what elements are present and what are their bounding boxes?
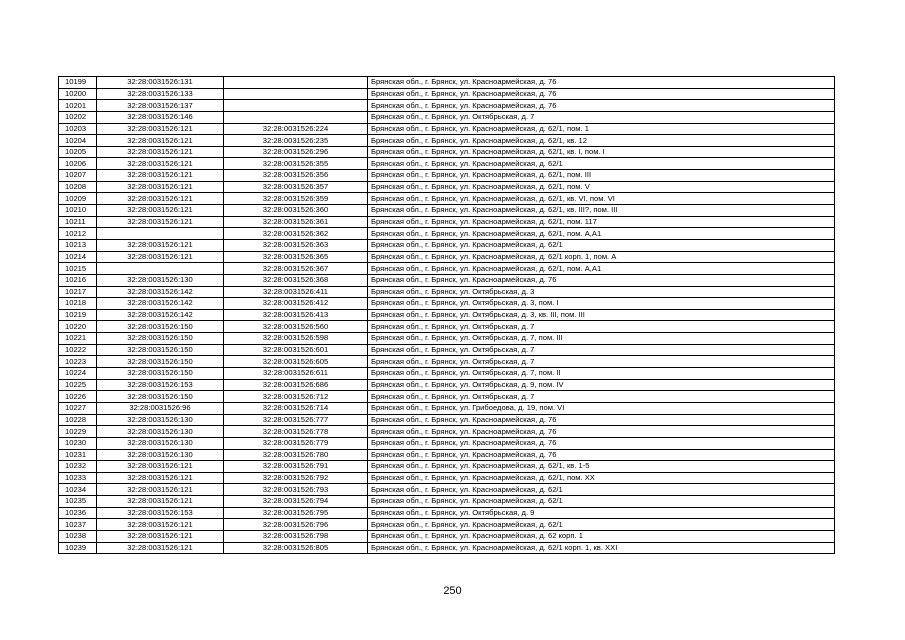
table-row <box>59 391 835 403</box>
parent-cadastral-number-cell: 32:28:0031526:96 <box>97 402 224 414</box>
record-number-cell: 10219 <box>59 309 97 321</box>
record-number-cell: 10203 <box>59 123 97 135</box>
address-cell: Брянская обл., г. Брянск, ул. Красноармейская, д. 62/1, кв. VI, пом. VI <box>368 193 835 205</box>
cadastral-number-cell: 32:28:0031526:611 <box>224 368 368 380</box>
parent-cadastral-number-cell: 32:28:0031526:121 <box>97 251 224 263</box>
address-cell: Брянская обл., г. Брянск, ул. Красноармейская, д. 62/1, пом. А,А1 <box>368 228 835 240</box>
cadastral-number-cell: 32:28:0031526:779 <box>224 437 368 449</box>
parent-cadastral-number-cell: 32:28:0031526:150 <box>97 356 224 368</box>
record-number-cell: 10223 <box>59 356 97 368</box>
parent-cadastral-number-cell: 32:28:0031526:131 <box>97 77 224 89</box>
table-row <box>59 414 835 426</box>
cadastral-number-cell <box>224 77 368 89</box>
cadastral-number-cell: 32:28:0031526:560 <box>224 321 368 333</box>
parent-cadastral-number-cell: 32:28:0031526:121 <box>97 170 224 182</box>
address-cell: Брянская обл., г. Брянск, ул. Красноармейская, д. 62/1, пом. 117 <box>368 216 835 228</box>
table-row <box>59 449 835 461</box>
cadastral-number-cell: 32:28:0031526:363 <box>224 239 368 251</box>
cadastral-number-cell: 32:28:0031526:796 <box>224 519 368 531</box>
record-number-cell: 10234 <box>59 484 97 496</box>
cadastral-number-cell: 32:28:0031526:360 <box>224 205 368 217</box>
address-cell: Брянская обл., г. Брянск, ул. Октябрьская, д. 3, кв. III, пом. III <box>368 309 835 321</box>
table-row <box>59 437 835 449</box>
address-cell: Брянская обл., г. Брянск, ул. Красноармейская, д. 62/1 корп. 1, пом. А <box>368 251 835 263</box>
cadastral-number-cell: 32:28:0031526:362 <box>224 228 368 240</box>
parent-cadastral-number-cell: 32:28:0031526:150 <box>97 333 224 345</box>
record-number-cell: 10200 <box>59 88 97 100</box>
record-number-cell: 10212 <box>59 228 97 240</box>
parent-cadastral-number-cell <box>97 263 224 275</box>
record-number-cell: 10202 <box>59 111 97 123</box>
address-cell: Брянская обл., г. Брянск, ул. Красноармейская, д. 62/1 <box>368 519 835 531</box>
table-row <box>59 379 835 391</box>
address-cell: Брянская обл., г. Брянск, ул. Октябрьская, д. 7 <box>368 111 835 123</box>
parent-cadastral-number-cell: 32:28:0031526:121 <box>97 205 224 217</box>
record-number-cell: 10205 <box>59 146 97 158</box>
address-cell: Брянская обл., г. Брянск, ул. Октябрьская, д. 9 <box>368 507 835 519</box>
table-row <box>59 356 835 368</box>
table-row <box>59 321 835 333</box>
table-row <box>59 333 835 345</box>
parent-cadastral-number-cell: 32:28:0031526:130 <box>97 449 224 461</box>
record-number-cell: 10228 <box>59 414 97 426</box>
address-cell: Брянская обл., г. Брянск, ул. Красноармейская, д. 62/1 <box>368 496 835 508</box>
cadastral-number-cell: 32:28:0031526:791 <box>224 461 368 473</box>
cadastral-number-cell: 32:28:0031526:412 <box>224 298 368 310</box>
cadastral-number-cell: 32:28:0031526:778 <box>224 426 368 438</box>
record-number-cell: 10235 <box>59 496 97 508</box>
record-number-cell: 10227 <box>59 402 97 414</box>
cadastral-number-cell: 32:28:0031526:714 <box>224 402 368 414</box>
cadastral-number-cell: 32:28:0031526:805 <box>224 542 368 554</box>
parent-cadastral-number-cell: 32:28:0031526:142 <box>97 309 224 321</box>
parent-cadastral-number-cell: 32:28:0031526:142 <box>97 286 224 298</box>
record-number-cell: 10236 <box>59 507 97 519</box>
cadastral-number-cell: 32:28:0031526:368 <box>224 274 368 286</box>
table-row <box>59 344 835 356</box>
record-number-cell: 10208 <box>59 181 97 193</box>
table-row <box>59 170 835 182</box>
address-cell: Брянская обл., г. Брянск, ул. Красноармейская, д. 62/1, кв. III?, пом. III <box>368 205 835 217</box>
table-row <box>59 274 835 286</box>
cadastral-number-cell: 32:28:0031526:296 <box>224 146 368 158</box>
cadastral-number-cell: 32:28:0031526:411 <box>224 286 368 298</box>
parent-cadastral-number-cell: 32:28:0031526:121 <box>97 123 224 135</box>
record-number-cell: 10230 <box>59 437 97 449</box>
parent-cadastral-number-cell: 32:28:0031526:133 <box>97 88 224 100</box>
parent-cadastral-number-cell: 32:28:0031526:153 <box>97 379 224 391</box>
cadastral-number-cell: 32:28:0031526:367 <box>224 263 368 275</box>
table-row <box>59 88 835 100</box>
cadastral-number-cell: 32:28:0031526:235 <box>224 135 368 147</box>
parent-cadastral-number-cell: 32:28:0031526:121 <box>97 461 224 473</box>
table-row <box>59 309 835 321</box>
parent-cadastral-number-cell: 32:28:0031526:130 <box>97 437 224 449</box>
record-number-cell: 10210 <box>59 205 97 217</box>
property-registry-table <box>58 76 835 554</box>
cadastral-number-cell: 32:28:0031526:794 <box>224 496 368 508</box>
parent-cadastral-number-cell: 32:28:0031526:142 <box>97 298 224 310</box>
parent-cadastral-number-cell: 32:28:0031526:121 <box>97 146 224 158</box>
record-number-cell: 10222 <box>59 344 97 356</box>
table-row <box>59 228 835 240</box>
parent-cadastral-number-cell: 32:28:0031526:121 <box>97 216 224 228</box>
address-cell: Брянская обл., г. Брянск, ул. Октябрьская, д. 9, пом. IV <box>368 379 835 391</box>
address-cell: Брянская обл., г. Брянск, ул. Октябрьская, д. 3 <box>368 286 835 298</box>
parent-cadastral-number-cell: 32:28:0031526:121 <box>97 530 224 542</box>
cadastral-number-cell: 32:28:0031526:224 <box>224 123 368 135</box>
table-row <box>59 181 835 193</box>
record-number-cell: 10211 <box>59 216 97 228</box>
address-cell: Брянская обл., г. Брянск, ул. Красноармейская, д. 62/1 корп. 1, кв. XXI <box>368 542 835 554</box>
cadastral-number-cell: 32:28:0031526:598 <box>224 333 368 345</box>
address-cell: Брянская обл., г. Брянск, ул. Октябрьская, д. 7, пом. III <box>368 333 835 345</box>
record-number-cell: 10221 <box>59 333 97 345</box>
table-row <box>59 472 835 484</box>
address-cell: Брянская обл., г. Брянск, ул. Красноармейская, д. 62/1, кв. 12 <box>368 135 835 147</box>
address-cell: Брянская обл., г. Брянск, ул. Грибоедова, д. 19, пом. VI <box>368 402 835 414</box>
address-cell: Брянская обл., г. Брянск, ул. Красноармейская, д. 76 <box>368 426 835 438</box>
address-cell: Брянская обл., г. Брянск, ул. Красноармейская, д. 76 <box>368 100 835 112</box>
cadastral-number-cell: 32:28:0031526:777 <box>224 414 368 426</box>
cadastral-number-cell <box>224 88 368 100</box>
cadastral-number-cell: 32:28:0031526:601 <box>224 344 368 356</box>
parent-cadastral-number-cell: 32:28:0031526:137 <box>97 100 224 112</box>
parent-cadastral-number-cell: 32:28:0031526:121 <box>97 496 224 508</box>
cadastral-number-cell: 32:28:0031526:795 <box>224 507 368 519</box>
record-number-cell: 10238 <box>59 530 97 542</box>
address-cell: Брянская обл., г. Брянск, ул. Красноармейская, д. 62/1, пом. XX <box>368 472 835 484</box>
record-number-cell: 10225 <box>59 379 97 391</box>
table-row <box>59 239 835 251</box>
parent-cadastral-number-cell: 32:28:0031526:121 <box>97 519 224 531</box>
cadastral-number-cell: 32:28:0031526:792 <box>224 472 368 484</box>
parent-cadastral-number-cell: 32:28:0031526:121 <box>97 239 224 251</box>
cadastral-number-cell: 32:28:0031526:356 <box>224 170 368 182</box>
table-row <box>59 484 835 496</box>
parent-cadastral-number-cell: 32:28:0031526:121 <box>97 181 224 193</box>
record-number-cell: 10220 <box>59 321 97 333</box>
record-number-cell: 10213 <box>59 239 97 251</box>
table-row <box>59 123 835 135</box>
address-cell: Брянская обл., г. Брянск, ул. Красноармейская, д. 62/1, пом. III <box>368 170 835 182</box>
address-cell: Брянская обл., г. Брянск, ул. Красноармейская, д. 62/1, пом. V <box>368 181 835 193</box>
table-row <box>59 77 835 89</box>
address-cell: Брянская обл., г. Брянск, ул. Красноармейская, д. 76 <box>368 274 835 286</box>
parent-cadastral-number-cell <box>97 228 224 240</box>
parent-cadastral-number-cell: 32:28:0031526:121 <box>97 193 224 205</box>
table-row <box>59 530 835 542</box>
table-row <box>59 542 835 554</box>
page-number: 250 <box>443 585 462 597</box>
cadastral-number-cell: 32:28:0031526:712 <box>224 391 368 403</box>
table-row <box>59 507 835 519</box>
cadastral-number-cell: 32:28:0031526:361 <box>224 216 368 228</box>
address-cell: Брянская обл., г. Брянск, ул. Красноармейская, д. 76 <box>368 77 835 89</box>
parent-cadastral-number-cell: 32:28:0031526:121 <box>97 542 224 554</box>
record-number-cell: 10199 <box>59 77 97 89</box>
table-row <box>59 193 835 205</box>
table-row <box>59 298 835 310</box>
record-number-cell: 10218 <box>59 298 97 310</box>
parent-cadastral-number-cell: 32:28:0031526:146 <box>97 111 224 123</box>
parent-cadastral-number-cell: 32:28:0031526:150 <box>97 344 224 356</box>
parent-cadastral-number-cell: 32:28:0031526:150 <box>97 321 224 333</box>
address-cell: Брянская обл., г. Брянск, ул. Красноармейская, д. 62/1 <box>368 158 835 170</box>
address-cell: Брянская обл., г. Брянск, ул. Красноармейская, д. 76 <box>368 88 835 100</box>
record-number-cell: 10217 <box>59 286 97 298</box>
record-number-cell: 10204 <box>59 135 97 147</box>
table-row <box>59 146 835 158</box>
address-cell: Брянская обл., г. Брянск, ул. Красноармейская, д. 62/1 <box>368 484 835 496</box>
record-number-cell: 10215 <box>59 263 97 275</box>
cadastral-number-cell: 32:28:0031526:357 <box>224 181 368 193</box>
cadastral-number-cell: 32:28:0031526:793 <box>224 484 368 496</box>
parent-cadastral-number-cell: 32:28:0031526:121 <box>97 472 224 484</box>
table-row <box>59 205 835 217</box>
address-cell: Брянская обл., г. Брянск, ул. Красноармейская, д. 62/1, кв. 1-5 <box>368 461 835 473</box>
record-number-cell: 10231 <box>59 449 97 461</box>
parent-cadastral-number-cell: 32:28:0031526:121 <box>97 484 224 496</box>
record-number-cell: 10233 <box>59 472 97 484</box>
table-row <box>59 263 835 275</box>
record-number-cell: 10237 <box>59 519 97 531</box>
address-cell: Брянская обл., г. Брянск, ул. Красноармейская, д. 62 корп. 1 <box>368 530 835 542</box>
table-row <box>59 426 835 438</box>
table-row <box>59 496 835 508</box>
cadastral-number-cell: 32:28:0031526:365 <box>224 251 368 263</box>
record-number-cell: 10206 <box>59 158 97 170</box>
table-row <box>59 216 835 228</box>
cadastral-number-cell: 32:28:0031526:686 <box>224 379 368 391</box>
address-cell: Брянская обл., г. Брянск, ул. Красноармейская, д. 62/1, пом. А,А1 <box>368 263 835 275</box>
registry-table-body <box>59 77 835 554</box>
cadastral-number-cell: 32:28:0031526:798 <box>224 530 368 542</box>
table-row <box>59 135 835 147</box>
table-row <box>59 111 835 123</box>
parent-cadastral-number-cell: 32:28:0031526:130 <box>97 414 224 426</box>
table-row <box>59 251 835 263</box>
record-number-cell: 10216 <box>59 274 97 286</box>
cadastral-number-cell <box>224 111 368 123</box>
parent-cadastral-number-cell: 32:28:0031526:121 <box>97 135 224 147</box>
cadastral-number-cell: 32:28:0031526:359 <box>224 193 368 205</box>
table-row <box>59 519 835 531</box>
parent-cadastral-number-cell: 32:28:0031526:121 <box>97 158 224 170</box>
table-row <box>59 286 835 298</box>
address-cell: Брянская обл., г. Брянск, ул. Красноармейская, д. 76 <box>368 414 835 426</box>
address-cell: Брянская обл., г. Брянск, ул. Красноармейская, д. 76 <box>368 437 835 449</box>
address-cell: Брянская обл., г. Брянск, ул. Октябрьская, д. 3, пом. I <box>368 298 835 310</box>
parent-cadastral-number-cell: 32:28:0031526:150 <box>97 391 224 403</box>
table-row <box>59 158 835 170</box>
record-number-cell: 10209 <box>59 193 97 205</box>
table-row <box>59 100 835 112</box>
record-number-cell: 10239 <box>59 542 97 554</box>
cadastral-number-cell: 32:28:0031526:355 <box>224 158 368 170</box>
address-cell: Брянская обл., г. Брянск, ул. Красноармейская, д. 62/1, пом. 1 <box>368 123 835 135</box>
address-cell: Брянская обл., г. Брянск, ул. Октябрьская, д. 7 <box>368 344 835 356</box>
record-number-cell: 10226 <box>59 391 97 403</box>
cadastral-number-cell: 32:28:0031526:780 <box>224 449 368 461</box>
table-row <box>59 402 835 414</box>
record-number-cell: 10201 <box>59 100 97 112</box>
record-number-cell: 10214 <box>59 251 97 263</box>
table-row <box>59 368 835 380</box>
address-cell: Брянская обл., г. Брянск, ул. Октябрьская, д. 7 <box>368 356 835 368</box>
address-cell: Брянская обл., г. Брянск, ул. Октябрьская, д. 7 <box>368 321 835 333</box>
parent-cadastral-number-cell: 32:28:0031526:150 <box>97 368 224 380</box>
parent-cadastral-number-cell: 32:28:0031526:130 <box>97 426 224 438</box>
cadastral-number-cell <box>224 100 368 112</box>
cadastral-number-cell: 32:28:0031526:413 <box>224 309 368 321</box>
address-cell: Брянская обл., г. Брянск, ул. Октябрьская, д. 7 <box>368 391 835 403</box>
address-cell: Брянская обл., г. Брянск, ул. Красноармейская, д. 62/1 <box>368 239 835 251</box>
cadastral-number-cell: 32:28:0031526:605 <box>224 356 368 368</box>
address-cell: Брянская обл., г. Брянск, ул. Октябрьская, д. 7, пом. II <box>368 368 835 380</box>
parent-cadastral-number-cell: 32:28:0031526:130 <box>97 274 224 286</box>
parent-cadastral-number-cell: 32:28:0031526:153 <box>97 507 224 519</box>
record-number-cell: 10224 <box>59 368 97 380</box>
address-cell: Брянская обл., г. Брянск, ул. Красноармейская, д. 62/1, кв. I, пом. I <box>368 146 835 158</box>
record-number-cell: 10229 <box>59 426 97 438</box>
record-number-cell: 10207 <box>59 170 97 182</box>
address-cell: Брянская обл., г. Брянск, ул. Красноармейская, д. 76 <box>368 449 835 461</box>
table-row <box>59 461 835 473</box>
record-number-cell: 10232 <box>59 461 97 473</box>
